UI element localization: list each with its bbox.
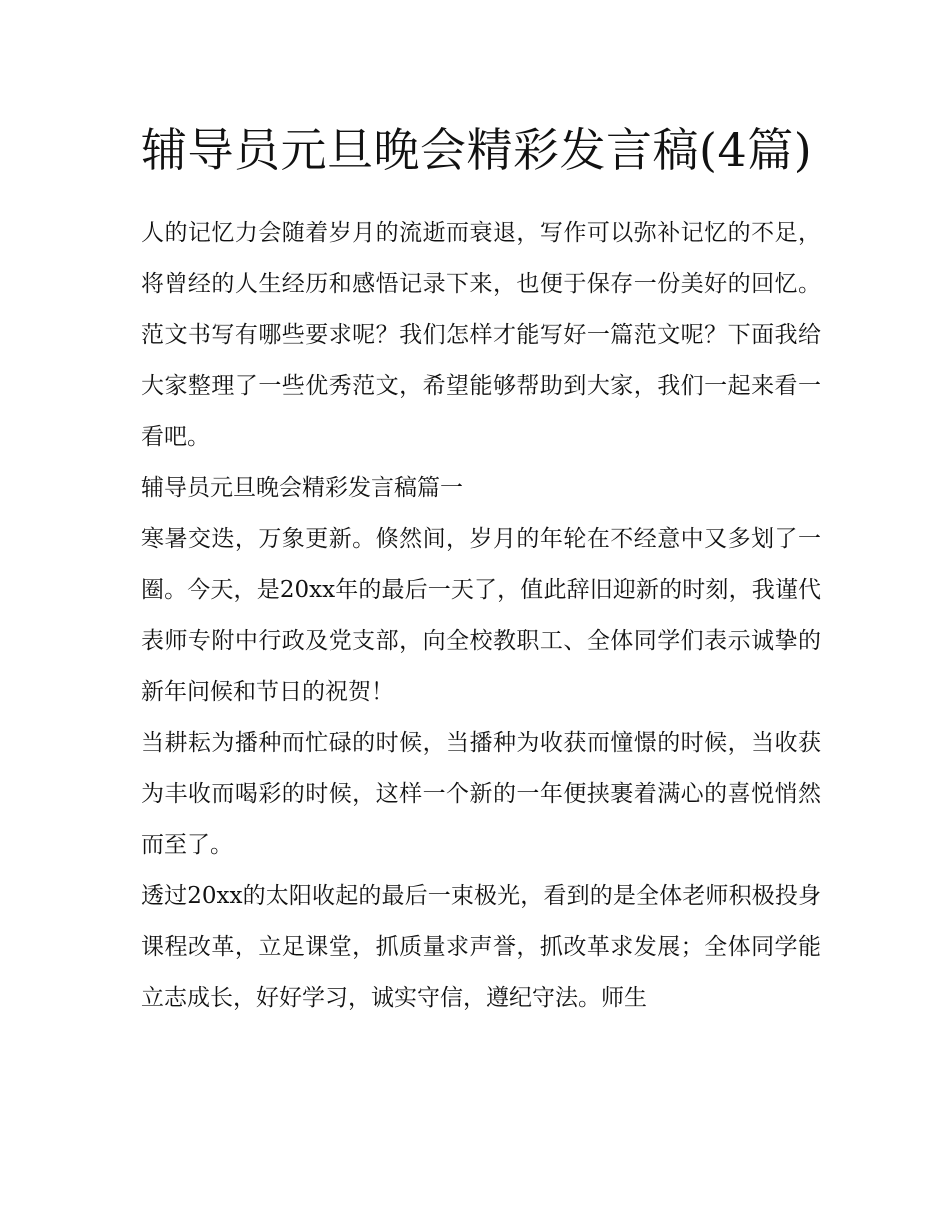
intro-paragraph: 人的记忆力会随着岁月的流逝而衰退，写作可以弥补记忆的不足，将曾经的人生经历和感悟记录下来，也便于保存一份美好的回忆。范文书写有哪些要求呢？我们怎样才能写好一篇范文呢？下面我给大家整理了一些优秀范文，希望能够帮助到大家，我们一起来看一看吧。 — [141, 220, 821, 450]
document-title: 辅导员元旦晚会精彩发言稿(4篇) — [141, 123, 813, 177]
body-paragraph-3: 透过20xx的太阳收起的最后一束极光，看到的是全体老师积极投身课程改革，立足课堂，抓质量求声誉，抓改革求发展；全体同学能立志成长，好好学习，诚实守信，遵纪守法。师生 — [141, 883, 821, 1011]
document-body — [141, 112, 821, 1024]
body-paragraph-2: 当耕耘为播种而忙碌的时候，当播种为收获而憧憬的时候，当收获为丰收而喝彩的时候，这样一个新的一年便挟裹着满心的喜悦悄然而至了。 — [141, 730, 821, 858]
section-heading: 辅导员元旦晚会精彩发言稿篇一 — [141, 475, 463, 501]
body-paragraph-1: 寒暑交迭，万象更新。倏然间，岁月的年轮在不经意中又多划了一圈。今天，是20xx年的最后一天了，值此辞旧迎新的时刻，我谨代表师专附中行政及党支部，向全校教职工、全体同学们表示诚挚的新年问候和节日的祝贺！ — [141, 526, 821, 705]
